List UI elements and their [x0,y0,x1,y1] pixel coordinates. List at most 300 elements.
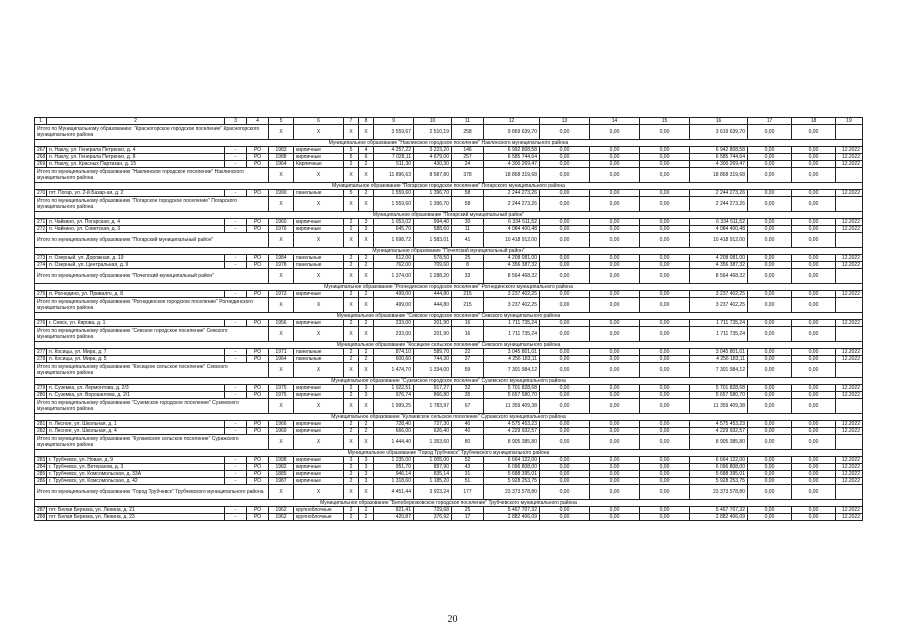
table-cell: 0,00 [590,349,640,356]
table-row [35,464,863,471]
table-cell: 277 [35,349,47,356]
table-cell: 0,00 [640,507,690,514]
total-cell: 18 868 319,68 [484,168,540,183]
table-cell: 0,00 [540,255,590,262]
table-cell: 4 084 400,48 [484,226,540,233]
total-cell: 1 559,60 [374,197,414,212]
table-cell: 5 688 395,01 [690,471,748,478]
address-cell: г. Трубчевск, ул. Ветеранов, д. 3 [47,464,225,471]
table-cell: - [225,471,247,478]
table-cell: Кирпичные [294,161,344,168]
table-row [35,471,863,478]
table-cell: 12.2022 [836,428,863,435]
table-cell: 0,00 [748,356,792,363]
table-cell: 287 [35,507,47,514]
total-cell: 0,00 [640,363,690,378]
table-cell: панельные [294,262,344,269]
table-cell: 1975 [269,392,294,399]
table-cell: 2 [344,421,359,428]
table-cell: 1966 [269,421,294,428]
column-number-cell: 16 [690,118,748,125]
table-cell: 0,00 [590,356,640,363]
table-cell: 0,00 [540,291,590,298]
table-cell: 272 [35,226,47,233]
table-cell: 3 [359,464,374,471]
total-cell: 67 [452,399,484,414]
table-cell: 3 237 402,25 [484,291,540,298]
table-cell: 12.2022 [836,478,863,485]
table-cell: 3 045 801,01 [484,349,540,356]
table-cell: кирпичные [294,291,344,298]
table-cell: 51 [452,478,484,485]
table-cell: 3 045 801,01 [690,349,748,356]
table-cell: 0,00 [748,147,792,154]
total-cell: 59 [452,363,484,378]
table-cell: 0,00 [640,349,690,356]
total-cell: 201,90 [414,327,452,342]
table-cell: 0,00 [540,507,590,514]
address-cell: г. Трубчевск, ул. Комсомольская, д. 33А [47,471,225,478]
address-cell: п. Лесное, ул. Школьная, д. 4 [47,428,225,435]
column-number-cell: 17 [748,118,792,125]
table-row [35,385,863,392]
table-row [35,147,863,154]
table-cell: 0,00 [748,161,792,168]
total-cell: 0,00 [640,269,690,284]
column-number-cell: 5 [269,118,294,125]
table-cell: 821,41 [374,507,414,514]
table-cell: 666,00 [374,428,414,435]
total-cell: 0,00 [792,298,836,313]
address-cell: п. Чайкино, ул. Советская, д. 3 [47,226,225,233]
table-cell: 0,00 [640,219,690,226]
address-cell: п. Лесное, ул. Школьная, д. 1 [47,421,225,428]
table-cell: 0,00 [640,161,690,168]
table-cell: кирпичные [294,154,344,161]
table-cell: 0,00 [590,147,640,154]
table-cell: 1 022,51 [374,385,414,392]
table-cell: 4 575 453,23 [484,421,540,428]
table-row [35,428,863,435]
address-cell: пгт. Погар, ул. 2-й Базар-ая, д. 2 [47,190,225,197]
table-cell: 0,00 [590,514,640,521]
table-cell: 3 [359,226,374,233]
table-cell: 4 229 932,57 [690,428,748,435]
table-cell: 0,00 [540,219,590,226]
table-cell: 728,40 [374,421,414,428]
table-cell: 3 237 402,25 [690,291,748,298]
total-cell: 11 896,63 [374,168,414,183]
table-cell: 0,00 [792,154,836,161]
total-label: Итого по муниципальному образованию "Кулаевское сельское поселение" Суражского муниципального района [35,435,269,450]
table-cell: панельные [294,356,344,363]
total-cell: 1 374,00 [374,269,414,284]
table-cell: 0,00 [748,349,792,356]
total-label: Итого по муниципальному образованию "Севское городское поселение" Севского муниципального района [35,327,269,342]
table-cell: 2 [359,428,374,435]
register-body [35,118,863,521]
table-cell: РО [247,457,269,464]
table-cell: 0,00 [590,320,640,327]
table-row [35,457,863,464]
table-cell: 1 711 735,24 [690,320,748,327]
table-cell: 0,00 [540,320,590,327]
table-cell: 0,00 [590,428,640,435]
total-cell: 233,00 [374,327,414,342]
total-cell: 3 619 639,70 [690,125,748,140]
total-cell: X [294,233,344,248]
total-cell: X [344,269,359,284]
table-cell: 444,80 [414,291,452,298]
table-row [35,226,863,233]
total-cell-empty [836,233,863,248]
municipality-total-row [35,435,863,450]
total-cell: X [344,363,359,378]
table-cell: - [225,514,247,521]
table-cell: 4 256 183,11 [484,356,540,363]
table-cell: - [225,356,247,363]
total-cell: X [269,327,294,342]
table-cell: 0,00 [640,154,690,161]
table-cell: 12.2022 [836,226,863,233]
table-cell: 2 [344,255,359,262]
total-cell: 0,00 [590,298,640,313]
table-cell: 25 [452,507,484,514]
municipality-total-row [35,485,863,500]
address-cell: г. Севск, ул. Кирова, д. 1 [47,320,225,327]
table-cell: 2 [359,291,374,298]
column-number-cell: 2 [47,118,225,125]
table-cell: 0,00 [792,457,836,464]
total-cell: 0,00 [748,363,792,378]
total-cell: 23 373 578,80 [484,485,540,500]
total-label: Итого по муниципальному образованию "Косицкое сельское поселение" Севского муниципального района [35,363,269,378]
total-cell: 0,00 [748,399,792,414]
table-cell: кирпичные [294,219,344,226]
table-cell: 2 [344,262,359,269]
table-cell: 600,60 [374,356,414,363]
table-cell: 2 [359,356,374,363]
table-cell: РО [247,161,269,168]
column-number-cell: 15 [640,118,690,125]
total-label: Итого по муниципальному образованию "Погарское городское поселение" Погарского муниципального района [35,197,269,212]
table-cell: 0,00 [748,428,792,435]
total-label: Итого по муниципальному образованию "Суземское городское поселение" Суземского муниципального района [35,399,269,414]
table-cell: 0,00 [792,349,836,356]
table-cell: 3 [359,219,374,226]
table-cell: 1973 [269,291,294,298]
table-cell: 917,27 [414,385,452,392]
table-cell: - [225,154,247,161]
address-cell: п. Косицы, ул. Мира, д. 5 [47,356,225,363]
table-cell: кирпичные [294,385,344,392]
total-cell: 0,00 [748,233,792,248]
total-cell: 11 359 409,38 [484,399,540,414]
table-cell: 0,00 [792,428,836,435]
table-cell: - [225,507,247,514]
municipality-total-row [35,363,863,378]
table-cell: 12.2022 [836,320,863,327]
total-cell: 23 373 578,80 [690,485,748,500]
table-cell: 270 [35,190,47,197]
table-cell: 8 [452,262,484,269]
total-cell: 7 301 984,12 [484,363,540,378]
table-cell: 0,00 [792,190,836,197]
municipality-title-row [35,450,863,457]
table-cell: 0,00 [792,219,836,226]
table-cell: 0,00 [590,219,640,226]
table-cell: 0,00 [792,262,836,269]
total-label: Итого по муниципальному образованию "Почепский муниципальный район" [35,269,269,284]
table-cell: 5 928 253,75 [484,478,540,485]
total-cell: 0,00 [590,233,640,248]
table-cell: 897,90 [414,464,452,471]
total-cell: X [359,327,374,342]
total-cell: 1 711 735,24 [690,327,748,342]
table-cell: 6 096 808,00 [690,464,748,471]
total-label: Итого по муниципальному образованию "Рогнединское городское поселение" Рогнединского муниципального района [35,298,269,313]
table-cell: 12.2022 [836,147,863,154]
total-cell: X [359,168,374,183]
municipality-title-row [35,248,863,255]
municipality-title: Муниципальное образование "Кулаевское сельское поселение" Суражского муниципального района [35,414,863,421]
table-cell: 0,00 [792,478,836,485]
table-cell: 951,70 [374,464,414,471]
table-cell: 2 [344,226,359,233]
total-cell: 0,00 [748,435,792,450]
table-cell: 0,00 [590,392,640,399]
table-cell: 0,00 [590,226,640,233]
address-cell: п. Чайкино, ул. Погарская, д. 4 [47,219,225,226]
table-cell: 4 256 183,11 [690,356,748,363]
table-cell: 17 [452,514,484,521]
table-cell: 420,87 [374,514,414,521]
table-row [35,349,863,356]
total-cell-empty [836,125,863,140]
total-cell: 0,00 [792,435,836,450]
table-cell: 12.2022 [836,514,863,521]
table-cell: 12.2022 [836,392,863,399]
municipality-title-row [35,378,863,385]
municipality-title: Муниципальное образование "Рогнединское городское поселение" Рогнединского муниципального района [35,284,863,291]
municipality-title-row [35,500,863,507]
table-cell: 30 [452,219,484,226]
table-cell: 0,00 [748,392,792,399]
total-cell: 3 559,67 [374,125,414,140]
table-cell: 12.2022 [836,190,863,197]
table-cell: 0,00 [640,464,690,471]
total-cell: X [359,298,374,313]
table-cell: 976,74 [374,392,414,399]
table-cell: 283 [35,457,47,464]
table-cell: 994,40 [414,219,452,226]
table-cell: 1978 [269,262,294,269]
table-cell: 201,90 [414,320,452,327]
table-cell: 0,00 [640,320,690,327]
table-cell: 12.2022 [836,219,863,226]
table-cell: 1962 [269,514,294,521]
table-cell: - [225,219,247,226]
table-cell: 4 257,22 [374,147,414,154]
table-cell: 0,00 [590,154,640,161]
table-cell: 0,00 [540,349,590,356]
table-cell: 0,00 [792,385,836,392]
table-cell: 0,00 [640,147,690,154]
table-cell: 22 [452,349,484,356]
table-cell: 12.2022 [836,385,863,392]
total-cell: 2 244 273,26 [484,197,540,212]
municipality-total-row [35,197,863,212]
table-cell: крупноблочные [294,507,344,514]
total-cell: X [359,363,374,378]
total-cell: 1 444,40 [374,435,414,450]
table-cell: кирпичные [294,478,344,485]
municipality-title: Муниципальное образование "Почепский муниципальный район" [35,248,863,255]
column-number-cell: 3 [225,118,247,125]
table-cell: 0,00 [748,262,792,269]
table-cell: 12.2022 [836,262,863,269]
table-cell: 2 [359,349,374,356]
table-cell: 0,00 [640,190,690,197]
table-cell: 35 [452,392,484,399]
table-cell: 946,14 [374,471,414,478]
table-cell: 2 [344,356,359,363]
table-cell: 866,80 [414,392,452,399]
total-cell: 16 [452,327,484,342]
table-cell: 5 467 707,32 [690,507,748,514]
table-row [35,262,863,269]
table-cell: 4 679,00 [414,154,452,161]
table-cell: 2 [344,507,359,514]
total-cell: 0,00 [540,363,590,378]
page-number: 20 [447,614,458,625]
table-cell: 0,00 [590,385,640,392]
table-cell: - [225,478,247,485]
table-cell: 6 334 511,52 [690,219,748,226]
table-cell: 4 229 932,57 [484,428,540,435]
total-cell: 0,00 [590,168,640,183]
table-cell: 1982 [269,464,294,471]
total-cell: 9 869 639,70 [484,125,540,140]
table-cell: 578,50 [414,255,452,262]
table-cell: 0,00 [640,262,690,269]
table-cell: 2 [344,392,359,399]
total-cell: 0,00 [540,485,590,500]
table-cell: - [225,320,247,327]
table-cell: 3 [344,457,359,464]
total-cell: 1 711 735,24 [484,327,540,342]
total-cell: 3 237 402,25 [484,298,540,313]
table-cell: 12.2022 [836,255,863,262]
table-cell: 1 711 735,24 [484,320,540,327]
total-cell: 58 [452,197,484,212]
table-cell: - [225,421,247,428]
table-cell: 271 [35,219,47,226]
table-cell: 6 585 744,64 [690,154,748,161]
table-cell: 4 575 453,23 [690,421,748,428]
table-cell: 0,00 [792,226,836,233]
table-cell: 2 882 406,09 [484,514,540,521]
table-cell: 6 992 808,58 [484,147,540,154]
total-cell: 177 [452,485,484,500]
municipality-title-row [35,284,863,291]
table-cell: 1 185,20 [414,478,452,485]
total-cell: X [294,125,344,140]
total-cell: 7 301 984,12 [690,363,748,378]
table-cell: 0,00 [792,464,836,471]
table-cell: 2 [344,428,359,435]
total-cell: 0,00 [792,327,836,342]
table-cell: 430,30 [414,161,452,168]
total-cell: X [269,233,294,248]
table-cell: 12.2022 [836,471,863,478]
municipality-title-row [35,414,863,421]
table-cell: - [225,190,247,197]
total-cell: X [269,298,294,313]
total-cell: 0,00 [792,125,836,140]
table-cell: 2 [344,514,359,521]
address-cell: г. Трубчевск, ул. Новая, д. 9 [47,457,225,464]
table-cell: 0,00 [590,255,640,262]
table-cell: 4 300 269,47 [484,161,540,168]
table-cell: 3 [359,385,374,392]
table-row [35,154,863,161]
municipality-title-row [35,140,863,147]
total-cell: 0,00 [540,197,590,212]
table-cell: 5 928 253,75 [690,478,748,485]
table-cell: 40 [452,421,484,428]
total-cell: 0,00 [792,197,836,212]
table-cell: 0,00 [540,147,590,154]
table-cell: 0,00 [590,507,640,514]
column-number-cell: 10 [414,118,452,125]
table-cell: 2 [359,262,374,269]
table-cell: 0,00 [540,226,590,233]
table-cell: 2 [344,464,359,471]
table-row [35,291,863,298]
table-cell: 1976 [269,226,294,233]
table-cell: 0,00 [640,392,690,399]
table-cell: 11 [452,226,484,233]
total-cell-empty [836,435,863,450]
table-cell: 278 [35,356,47,363]
table-cell: кирпичные [294,471,344,478]
total-cell: X [359,485,374,500]
table-cell: 0,00 [792,392,836,399]
table-cell: 0,00 [540,514,590,521]
total-cell: 1 698,72 [374,233,414,248]
total-cell: X [359,197,374,212]
total-cell: 41 [452,233,484,248]
table-cell: РО [247,471,269,478]
table-cell: 2 [344,320,359,327]
table-cell: 12.2022 [836,154,863,161]
total-label: Итого по муниципальному образованию "Город Трубчевск" Трубчевского муниципального района [35,485,269,500]
municipality-total-row [35,125,863,140]
table-cell: 58 [452,190,484,197]
table-cell: РО [247,320,269,327]
total-cell: 8 587,80 [414,168,452,183]
address-cell: п. Наклу, ул. Красных Партизан, д. 15 [47,161,225,168]
total-cell: 1 783,97 [414,399,452,414]
table-cell: 0,00 [540,154,590,161]
table-row [35,392,863,399]
municipality-title-row [35,183,863,190]
municipality-total-row [35,399,863,414]
total-cell: 0,00 [640,327,690,342]
table-cell: РО [247,421,269,428]
table-cell: 0,00 [748,514,792,521]
